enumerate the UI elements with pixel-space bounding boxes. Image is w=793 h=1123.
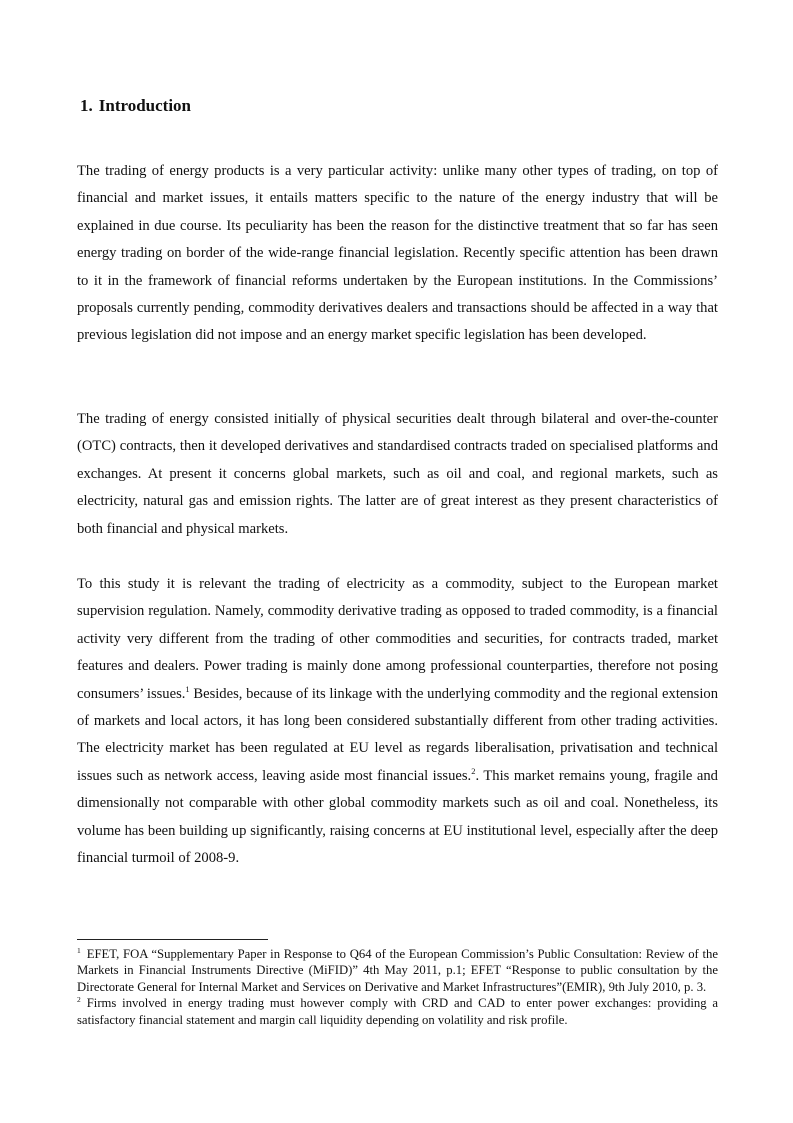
footnote-text: EFET, FOA “Supplementary Paper in Response to Q64 of the European Commission’s Public Consultation: Review of the Markets in Financial Instruments Directive (MiFID)” 4th May 2011, p.1; EFET “Response to public consultation by the Directorate General for Internal Market and Services on Derivative and Market Infrastructures”(EMIR), 9th July 2010, p. 3. <box>77 947 718 994</box>
footnote-ref-1: 1 <box>185 683 190 694</box>
paragraph-3-part-2: Besides, because of its linkage with the underlying commodity and the regional extension of markets and local actors, it has long been considered substantially different from other trading activities. The electricity market has been regulated at EU level as regards liberalisation, privatisation and technical issues such as network access, leaving aside most financial issues. <box>77 685 718 784</box>
paragraph-3-part-1: To this study it is relevant the trading of electricity as a commodity, subject to the European market supervision regulation. Namely, commodity derivative trading as opposed to traded commodity, is a financial activity very different from the trading of other commodities and securities, for contracts traded, market features and dealers. Power trading is mainly done among professional counterparties, therefore not posing consumers’ issues. <box>77 576 718 702</box>
footnote-ref-2: 2 <box>471 765 476 776</box>
section-number: 1. <box>80 96 93 115</box>
footnote-text: Firms involved in energy trading must however comply with CRD and CAD to enter power exchanges: providing a satisfactory financial statement and margin call liquidity depending on volatility and risk profile. <box>77 996 718 1027</box>
footnotes <box>77 946 718 1028</box>
footnote-marker: 2 <box>77 995 81 1005</box>
paragraph-2: The trading of energy consisted initially of physical securities dealt through bilateral and over-the-counter (OTC) contracts, then it developed derivatives and standardised contracts traded on specialised platforms and exchanges. At present it concerns global markets, such as oil and coal, and regional markets, such as electricity, natural gas and emission rights. The latter are of great interest as they present characteristics of both financial and physical markets. <box>77 411 718 537</box>
footnote-2 <box>77 995 718 1028</box>
paragraph-3-part-3: . This market remains young, fragile and dimensionally not comparable with other global commodity markets such as oil and coal. Nonetheless, its volume has been building up significantly, raising concerns at EU institutional level, especially after the deep financial turmoil of 2008-9. <box>77 767 718 867</box>
paragraph-1: The trading of energy products is a very particular activity: unlike many other types of trading, on top of financial and market issues, it entails matters specific to the nature of the energy industry that will be explained in due course. Its peculiarity has been the reason for the distinctive treatment that so far has seen energy trading on border of the wide-range financial legislation. Recently specific attention has been drawn to it in the framework of financial reforms undertaken by the European institutions. In the Commissions’ proposals currently pending, commodity derivatives dealers and transactions should be affected in a way that previous legislation did not impose and an energy market specific legislation has been developed. <box>77 163 718 344</box>
footnote-1 <box>77 946 718 995</box>
footnote-marker: 1 <box>77 946 81 955</box>
section-title: Introduction <box>98 96 192 115</box>
paragraph-3 <box>77 571 718 872</box>
section-heading <box>80 94 191 118</box>
footnote-divider <box>77 939 268 940</box>
